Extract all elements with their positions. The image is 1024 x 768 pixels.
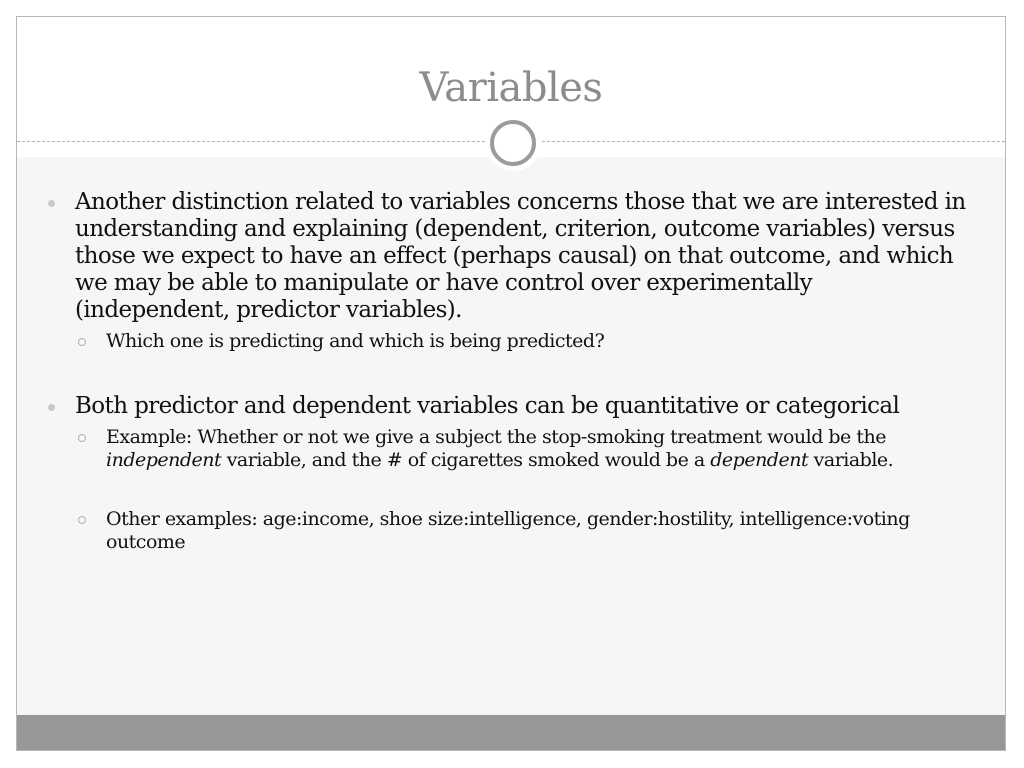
bullet-list	[47, 189, 967, 568]
slide-frame	[16, 16, 1006, 751]
bullet-item-2	[47, 393, 967, 554]
example-text-part3: variable.	[808, 449, 894, 471]
ornament-ring	[490, 120, 536, 166]
bullet-text: Both predictor and dependent variables can be quantitative or categorical	[75, 393, 900, 419]
bullet-text: Another distinction related to variables concerns those that we are interested in understanding and explaining (dependent, criterion, outcome variables) versus those we expect to have an effect (perhaps causal) on that outcome, and which we may be able to manipulate or have control over experimentally (independent, predictor variables).	[75, 189, 966, 323]
sub-bullet-list	[75, 330, 967, 353]
sub-bullet-text: Other examples: age:income, shoe size:intelligence, gender:hostility, intelligence:voting outcome	[106, 508, 910, 553]
bullet-item-1	[47, 189, 967, 353]
footer-bar	[17, 715, 1005, 750]
sub-bullet-item-example	[75, 426, 967, 472]
sub-bullet-list	[75, 426, 967, 554]
slide-title: Variables	[419, 65, 603, 111]
circle-ornament-icon	[485, 115, 541, 171]
slide-content	[17, 157, 1005, 715]
example-emphasis-independent: independent	[106, 449, 222, 471]
example-text-part2: variable, and the # of cigarettes smoked would be a	[221, 449, 711, 471]
example-text-part1: Example: Whether or not we give a subject the stop-smoking treatment would be the	[106, 426, 886, 448]
example-emphasis-dependent: dependent	[710, 449, 809, 471]
sub-bullet-text: Which one is predicting and which is being predicted?	[106, 330, 605, 352]
sub-bullet-item-other	[75, 508, 967, 554]
sub-bullet-item	[75, 330, 967, 353]
